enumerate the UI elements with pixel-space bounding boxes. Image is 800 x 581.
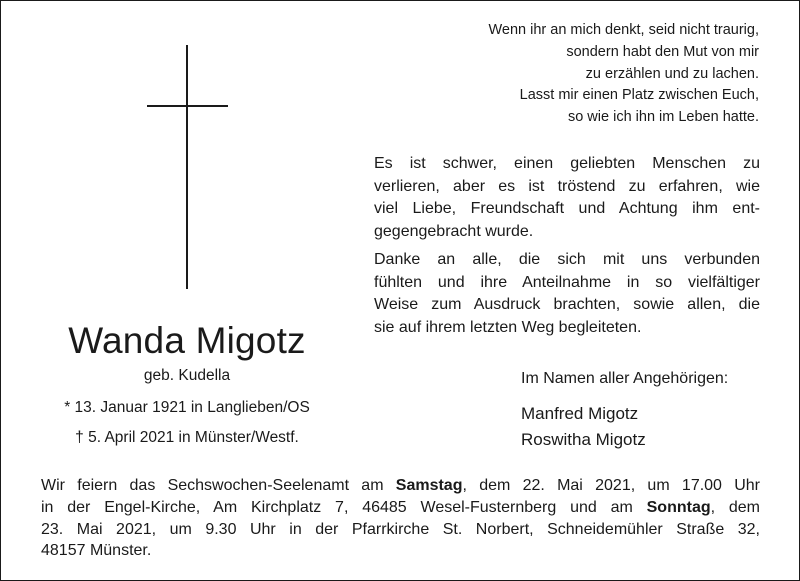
signature-header: Im Namen aller Angehörigen: bbox=[521, 370, 729, 387]
cross-icon bbox=[186, 45, 188, 289]
service-day: Samstag bbox=[395, 477, 463, 494]
service-line: 23. Mai 2021, um 9.30 Uhr in der Pfarrkirche St. Norbert, Schneidemühler Straße 32, bbox=[41, 520, 760, 538]
service-text: , dem bbox=[710, 498, 761, 516]
thanks-paragraph bbox=[374, 153, 760, 243]
thanks-line: Weise zum Ausdruck brachten, sowie allen, die bbox=[374, 296, 760, 313]
signer-name: Manfred Migotz bbox=[521, 404, 639, 423]
thanks-line: verlieren, aber es ist tröstend zu erfahren, wie bbox=[374, 177, 760, 195]
service-line bbox=[41, 497, 760, 519]
service-line bbox=[41, 475, 760, 497]
service-text: , dem 22. Mai 2021, um 17.00 Uhr bbox=[462, 477, 760, 494]
signer-name: Roswitha Migotz bbox=[521, 430, 646, 449]
thanks-text bbox=[374, 153, 760, 345]
poem-line: so wie ich ihn im Leben hatte. bbox=[567, 109, 759, 126]
thanks-paragraph bbox=[374, 249, 760, 339]
thanks-line: sie auf ihrem letzten Weg begleiteten. bbox=[374, 318, 642, 336]
thanks-line: viel Liebe, Freundschaft und Achtung ihm ent- bbox=[374, 200, 760, 217]
service-line: 48157 Münster. bbox=[41, 542, 152, 560]
poem-line: zu erzählen und zu lachen. bbox=[585, 65, 759, 82]
birth-date: * 13. Januar 1921 in Langlieben/OS bbox=[64, 399, 310, 416]
service-day: Sonntag bbox=[646, 498, 711, 516]
poem-line: Lasst mir einen Platz zwischen Euch, bbox=[519, 87, 759, 104]
thanks-line: fühlten und ihre Anteilnahme in so vielfältiger bbox=[374, 273, 760, 291]
poem-line: Wenn ihr an mich denkt, seid nicht traurig, bbox=[488, 22, 759, 38]
cross-icon-bar bbox=[147, 105, 228, 107]
death-date: † 5. April 2021 in Münster/Westf. bbox=[75, 429, 299, 446]
service-text: in der Engel-Kirche, Am Kirchplatz 7, 46485 Wesel-Fusternberg und am bbox=[41, 498, 647, 516]
maiden-name: geb. Kudella bbox=[143, 367, 231, 384]
poem-line: sondern habt den Mut von mir bbox=[566, 43, 759, 60]
thanks-line: gegengebracht wurde. bbox=[374, 222, 534, 240]
service-announcement bbox=[41, 475, 760, 562]
deceased-name: Wanda Migotz bbox=[68, 320, 306, 361]
thanks-line: Es ist schwer, einen geliebten Menschen zu bbox=[374, 155, 760, 172]
thanks-line: Danke an alle, die sich mit uns verbunden bbox=[374, 251, 760, 268]
service-text: Wir feiern das Sechswochen-Seelenamt am bbox=[41, 477, 396, 494]
poem bbox=[399, 20, 759, 129]
